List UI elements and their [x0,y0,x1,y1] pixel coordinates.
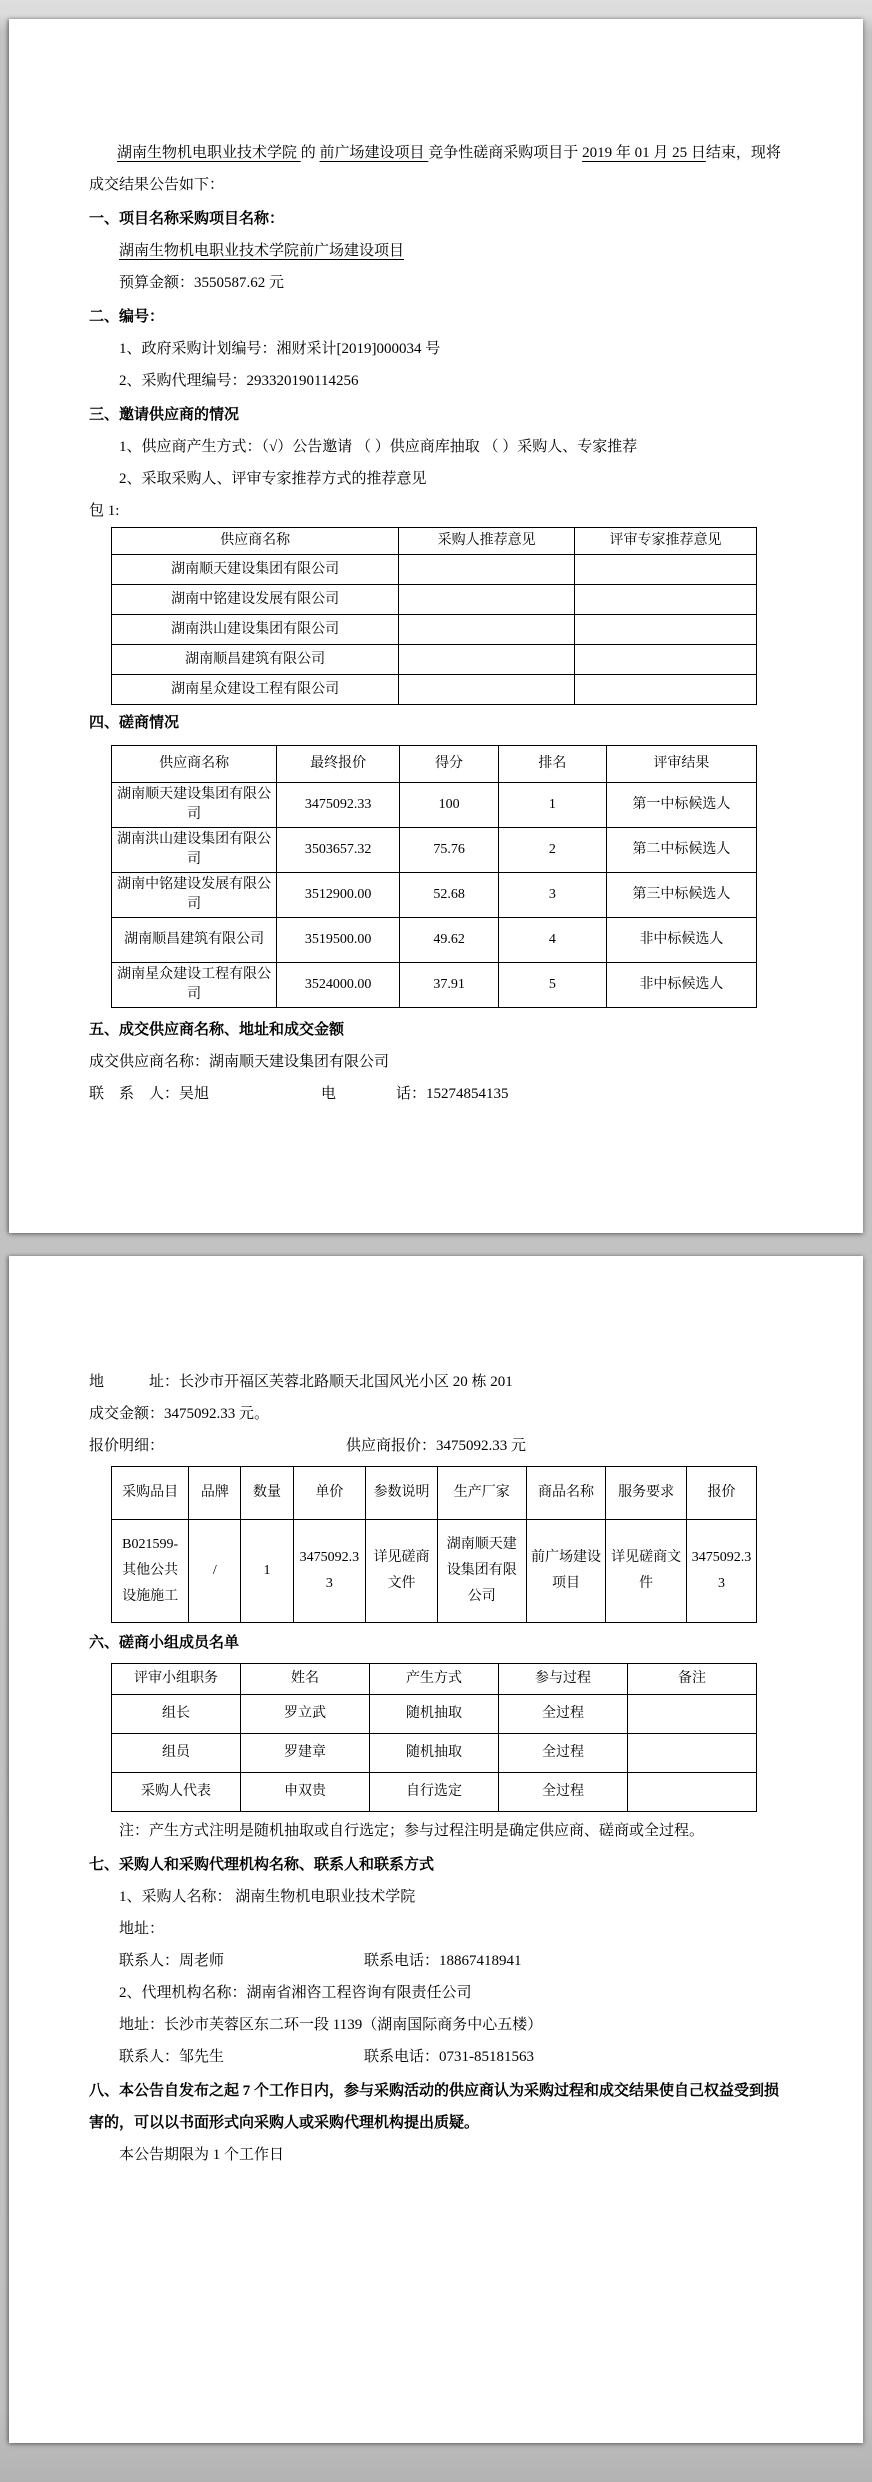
table-cell [575,645,757,675]
column-header: 单价 [293,1467,366,1520]
winner-contact-line [89,1078,787,1110]
table-row [112,1773,757,1812]
column-header: 最终报价 [277,746,400,783]
table-cell: 详见磋商文件 [606,1520,687,1623]
section1-project [119,235,787,267]
table-cell: 湖南顺昌建筑有限公司 [112,918,277,963]
quote-detail-table [111,1466,757,1623]
table-cell: 3475092.33 [687,1520,757,1623]
table-row [112,783,757,828]
table-cell [628,1695,757,1734]
section2-item2: 2、采购代理编号：293320190114256 [119,373,359,389]
table-row [112,963,757,1008]
table-cell: 详见磋商文件 [366,1520,438,1623]
table-cell: 4 [498,918,606,963]
table-cell: 3524000.00 [277,963,400,1008]
supplier-quote: 供应商报价：3475092.33 元 [346,1438,527,1454]
column-header: 数量 [241,1467,293,1520]
table-cell: 全过程 [499,1734,628,1773]
table-row [112,1695,757,1734]
table-cell [575,615,757,645]
section2-item1: 1、政府采购计划编号：湘财采计[2019]000034 号 [119,341,441,357]
contact-phone: 电 话：15274854135 [321,1086,509,1102]
table-cell: 全过程 [499,1695,628,1734]
table-cell: 湖南顺天建设集团有限公司 [112,783,277,828]
table-cell: 37.91 [400,963,499,1008]
document-page-2 [9,1256,863,2443]
section7-heading: 七、采购人和采购代理机构名称、联系人和联系方式 [89,1857,435,1873]
section3-heading: 三、邀请供应商的情况 [89,407,240,423]
table-cell: 100 [400,783,499,828]
column-header: 得分 [400,746,499,783]
table-cell [575,555,757,585]
column-header: 评审专家推荐意见 [575,528,757,555]
table-cell: 湖南顺昌建筑有限公司 [112,645,399,675]
table-row [112,615,757,645]
project-name: 前广场建设项目 [319,145,429,161]
agency-contact: 联系人：邹先生 [119,2049,225,2065]
section1-heading: 一、项目名称采购项目名称： [89,211,285,227]
table-header-row [112,1467,757,1520]
intro-text: 的 [300,145,320,161]
table-cell [399,645,575,675]
table-cell: 第三中标候选人 [606,873,756,918]
table-cell: 全过程 [499,1773,628,1812]
table-header-row [112,528,757,555]
table-cell: 组员 [112,1734,241,1773]
agency-name-line: 2、代理机构名称：湖南省湘咨工程咨询有限责任公司 [119,1985,472,2001]
table-cell [399,675,575,705]
table-row [112,1734,757,1773]
table-cell [399,615,575,645]
table-cell: 湖南中铭建设发展有限公司 [112,873,277,918]
quote-label: 报价明细： [89,1438,165,1454]
announcement-period-line: 本公告期限为 1 个工作日 [119,2147,285,2163]
table-row [112,555,757,585]
table-cell: 罗建章 [241,1734,370,1773]
section3-item2: 2、采取采购人、评审专家推荐方式的推荐意见 [119,471,427,487]
table-cell: 罗立武 [241,1695,370,1734]
table-cell: 湖南洪山建设集团有限公司 [112,828,277,873]
table-cell: 湖南星众建设工程有限公司 [112,963,277,1008]
table-cell: 52.68 [400,873,499,918]
table-cell: 湖南洪山建设集团有限公司 [112,615,399,645]
table-header-row [112,1664,757,1695]
column-header: 排名 [498,746,606,783]
table-cell [575,585,757,615]
column-header: 商品名称 [526,1467,606,1520]
column-header: 采购人推荐意见 [399,528,575,555]
intro-text: 竞争性磋商采购项目于 [428,145,583,161]
column-header: 供应商名称 [112,528,399,555]
negotiation-results-table [111,745,757,1008]
section6-heading: 六、磋商小组成员名单 [89,1635,240,1651]
table-cell: 3512900.00 [277,873,400,918]
column-header: 评审结果 [606,746,756,783]
document-canvas [0,19,872,2482]
table-cell: 1 [241,1520,293,1623]
project-name-underlined: 湖南生物机电职业技术学院前广场建设项目 [119,243,405,259]
table-cell: 49.62 [400,918,499,963]
table-cell: / [189,1520,241,1623]
buyer-name-line: 1、采购人名称： 湖南生物机电职业技术学院 [119,1889,416,1905]
winner-address-line: 地 址：长沙市开福区芙蓉北路顺天北国风光小区 20 栋 201 [89,1374,513,1390]
buyer-contact-line [119,1945,787,1977]
table-row [112,585,757,615]
table-cell: 湖南顺天建设集团有限公司 [112,555,399,585]
deal-amount-line: 成交金额：3475092.33 元。 [89,1406,270,1422]
section2-heading: 二、编号： [89,309,165,325]
buyer-contact: 联系人：周老师 [119,1953,225,1969]
table-cell: B021599-其他公共设施施工 [112,1520,189,1623]
column-header: 报价 [687,1467,757,1520]
table-cell [628,1734,757,1773]
table-cell: 3519500.00 [277,918,400,963]
table-cell: 非中标候选人 [606,963,756,1008]
table-cell: 1 [498,783,606,828]
buyer-address-line: 地址： [119,1921,165,1937]
section1-budget: 预算金额：3550587.62 元 [119,275,285,291]
column-header: 评审小组职务 [112,1664,241,1695]
table-cell: 3 [498,873,606,918]
table-cell: 3475092.33 [293,1520,366,1623]
table-cell: 湖南中铭建设发展有限公司 [112,585,399,615]
table-row [112,675,757,705]
buyer-name: 湖南生物机电职业技术学院 [117,145,301,161]
table-cell: 第一中标候选人 [606,783,756,828]
table-header-row [112,746,757,783]
agency-contact-line [119,2041,787,2073]
column-header: 服务要求 [606,1467,687,1520]
table-cell: 非中标候选人 [606,918,756,963]
table-cell: 自行选定 [370,1773,499,1812]
contact-person: 联 系 人：吴旭 [89,1086,210,1102]
column-header: 采购品目 [112,1467,189,1520]
panel-members-table [111,1663,757,1812]
table-cell: 随机抽取 [370,1734,499,1773]
table-cell: 申双贵 [241,1773,370,1812]
intro-paragraph [89,137,787,201]
buyer-phone: 联系电话：18867418941 [364,1953,522,1969]
table-cell: 随机抽取 [370,1695,499,1734]
table-cell: 采购人代表 [112,1773,241,1812]
column-header: 参数说明 [366,1467,438,1520]
table-cell: 第二中标候选人 [606,828,756,873]
table-cell: 75.76 [400,828,499,873]
column-header: 姓名 [241,1664,370,1695]
section4-heading: 四、磋商情况 [89,715,180,731]
column-header: 品牌 [189,1467,241,1520]
table-cell [575,675,757,705]
column-header: 备注 [628,1664,757,1695]
table-cell: 组长 [112,1695,241,1734]
table-cell [399,555,575,585]
column-header: 产生方式 [370,1664,499,1695]
table-cell [399,585,575,615]
invited-suppliers-table [111,527,757,705]
quote-detail-line [89,1430,787,1462]
table-cell: 5 [498,963,606,1008]
page-gap [0,1233,872,1256]
table-cell: 2 [498,828,606,873]
table-row [112,918,757,963]
table-cell: 湖南顺天建设集团有限公司 [437,1520,526,1623]
table-cell: 3503657.32 [277,828,400,873]
column-header: 供应商名称 [112,746,277,783]
table-row [112,645,757,675]
table-cell: 前广场建设项目 [526,1520,606,1623]
package-label: 包 1: [89,503,120,519]
section3-item1: 1、供应商产生方式：（√）公告邀请 （ ）供应商库抽取 （ ）采购人、专家推荐 [119,439,638,455]
agency-address-line: 地址：长沙市芙蓉区东二环一段 1139（湖南国际商务中心五楼） [119,2017,543,2033]
panel-note: 注：产生方式注明是随机抽取或自行选定；参与过程注明是确定供应商、磋商或全过程。 [119,1823,705,1839]
table-row [112,873,757,918]
section5-heading: 五、成交供应商名称、地址和成交金额 [89,1022,345,1038]
column-header: 参与过程 [499,1664,628,1695]
winner-line: 成交供应商名称：湖南顺天建设集团有限公司 [89,1054,390,1070]
table-cell [628,1773,757,1812]
table-cell: 湖南星众建设工程有限公司 [112,675,399,705]
table-row [112,828,757,873]
table-cell: 3475092.33 [277,783,400,828]
table-row [112,1520,757,1623]
section8-heading: 八、本公告自发布之起 7 个工作日内，参与采购活动的供应商认为采购过程和成交结果使自己权益受到损害的，可以以书面形式向采购人或采购代理机构提出质疑。 [89,2083,780,2131]
intro-text: 结束，现将成交结果公告如下： [89,145,781,193]
column-header: 生产厂家 [437,1467,526,1520]
close-date: 2019 年 01 月 25 日 [582,145,706,161]
document-page-1 [9,19,863,1233]
agency-phone: 联系电话：0731-85181563 [364,2049,535,2065]
